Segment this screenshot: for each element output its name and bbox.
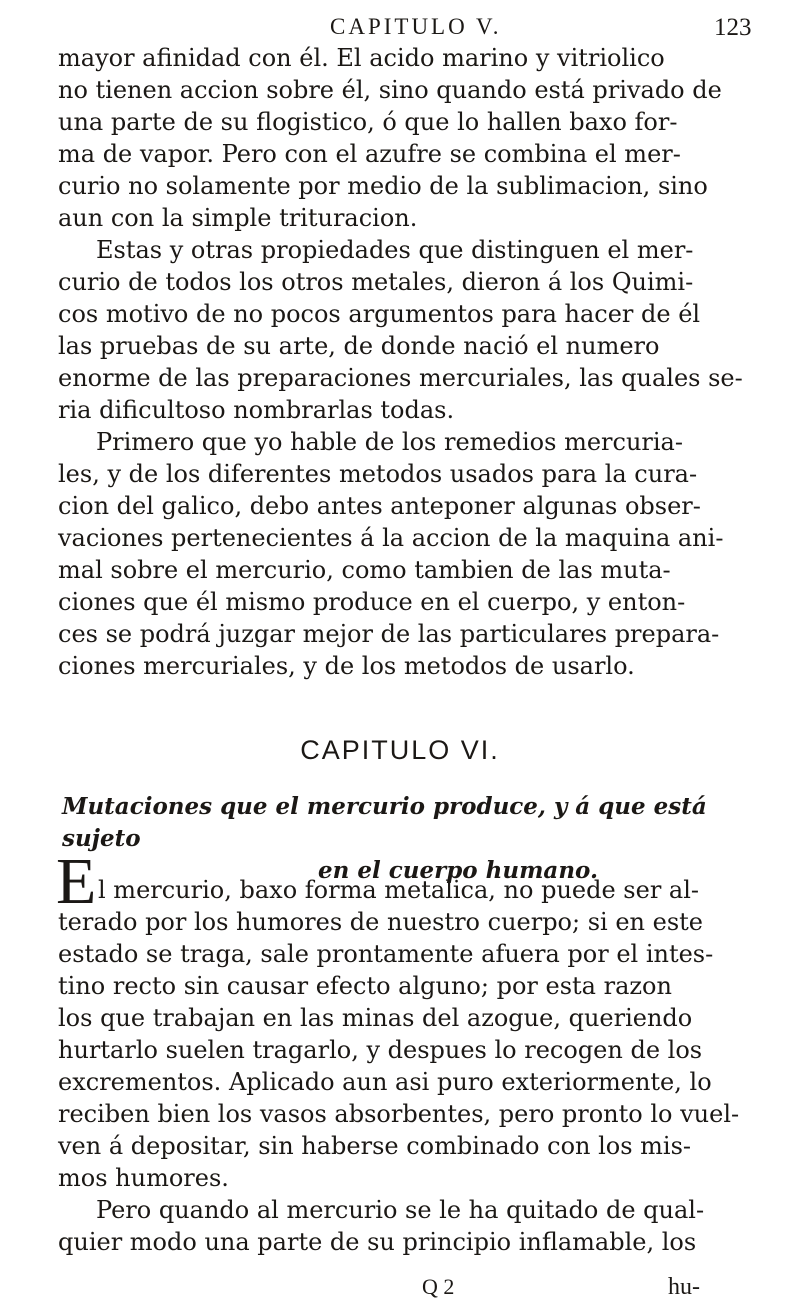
signature-mark: Q 2 — [422, 1274, 455, 1299]
text-line: ciones mercuriales, y de los metodos de usarlo. — [58, 652, 635, 680]
chapter-subtitle-line: en el cuerpo humano. — [318, 857, 598, 884]
text-line: las pruebas de su arte, de donde nació el numero — [58, 332, 660, 360]
text-line: ma de vapor. Pero con el azufre se combina el mer- — [58, 140, 681, 168]
text-line: Pero quando al mercurio se le ha quitado de qual- — [96, 1196, 705, 1224]
text-line: ces se podrá juzgar mejor de las particulares prepara- — [58, 620, 720, 648]
text-line: aun con la simple trituracion. — [58, 204, 418, 232]
text-line: una parte de su flogistico, ó que lo hallen baxo for- — [58, 108, 678, 136]
catchword: hu- — [668, 1274, 700, 1300]
text-line: enorme de las preparaciones mercuriales, las quales se- — [58, 364, 743, 392]
text-line: cos motivo de no pocos argumentos para hacer de él — [58, 300, 701, 328]
text-line: los que trabajan en las minas del azogue, queriendo — [58, 1004, 693, 1032]
text-line: reciben bien los vasos absorbentes, pero pronto lo vuel- — [58, 1100, 740, 1128]
text-line: curio de todos los otros metales, dieron á los Quimi- — [58, 268, 694, 296]
chapter-vi-text — [58, 874, 748, 1258]
text-line: estado se traga, sale prontamente afuera por el intes- — [58, 940, 714, 968]
text-line: Primero que yo hable de los remedios mercuria- — [96, 428, 683, 456]
chapter-title: CAPITULO VI. — [300, 735, 500, 765]
text-line: mayor afinidad con él. El acido marino y vitriolico — [58, 44, 665, 72]
text-line: vaciones pertenecientes á la accion de la maquina ani- — [58, 524, 724, 552]
text-line: tino recto sin causar efecto alguno; por esta razon — [58, 972, 672, 1000]
chapter-subtitle-line: Mutaciones que el mercurio produce, y á que está sujeto — [62, 793, 707, 852]
text-line: mal sobre el mercurio, como tambien de las muta- — [58, 556, 671, 584]
text-line: excrementos. Aplicado aun asi puro exteriormente, lo — [58, 1068, 712, 1096]
text-line: ven á depositar, sin haberse combinado con los mis- — [58, 1132, 692, 1160]
text-line: quier modo una parte de su principio inflamable, los — [58, 1228, 697, 1256]
page-footer — [0, 1274, 800, 1310]
page-number: 123 — [714, 14, 752, 41]
text-line: les, y de los diferentes metodos usados para la cura- — [58, 460, 698, 488]
text-line: terado por los humores de nuestro cuerpo; si en este — [58, 908, 703, 936]
chapter-v-text — [58, 42, 748, 682]
text-line: ria dificultoso nombrarlas todas. — [58, 396, 455, 424]
text-line: no tienen accion sobre él, sino quando está privado de — [58, 76, 722, 104]
drop-cap: E — [56, 845, 97, 918]
text-line: Estas y otras propiedades que distinguen el mer- — [96, 236, 694, 264]
text-line: ciones que él mismo produce en el cuerpo, y enton- — [58, 588, 686, 616]
text-line: cion del galico, debo antes anteponer algunas obser- — [58, 492, 701, 520]
running-title: CAPITULO V. — [330, 14, 502, 39]
text-line: hurtarlo suelen tragarlo, y despues lo recogen de los — [58, 1036, 703, 1064]
text-line: l mercurio, baxo forma metalica, no puede ser al- — [98, 876, 700, 904]
text-line: mos humores. — [58, 1164, 229, 1192]
chapter-subtitle — [62, 791, 762, 887]
text-line: curio no solamente por medio de la sublimacion, sino — [58, 172, 708, 200]
